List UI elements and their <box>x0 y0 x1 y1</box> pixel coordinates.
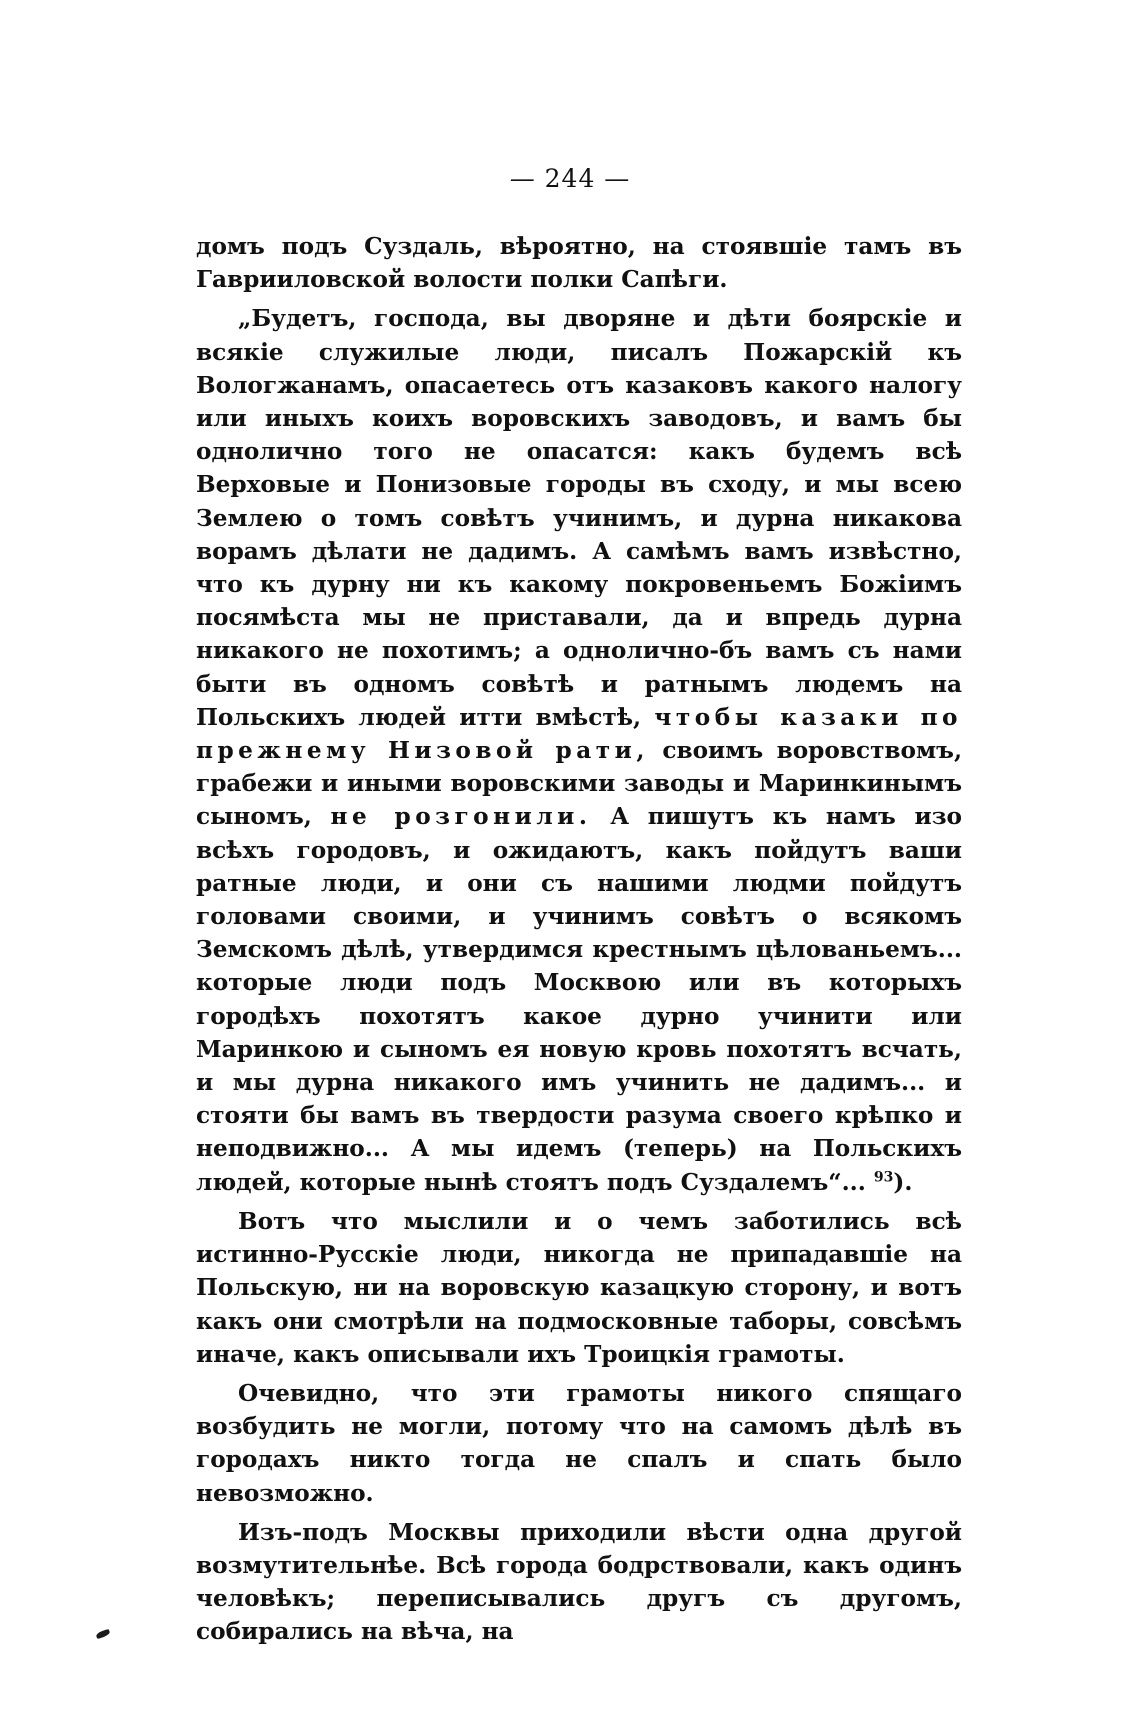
ink-smudge-mark <box>95 1629 110 1639</box>
footnote-marker: 93 <box>873 1168 894 1185</box>
paragraph-3: Вотъ что мыслили и о чемъ заботились всѣ истинно-Русскіе люди, никогда не припадавшіе на Польскую, ни на воровскую казацкую сторону, и вотъ какъ они смотрѣли на подмосковные таборы, совсѣмъ иначе, какъ описывали ихъ Троицкія грамоты. <box>196 1207 962 1368</box>
quote-text-part-2: своимъ воровствомъ, грабежи и иными воровскими заводы и Маринкинымъ сыномъ, <box>196 737 963 831</box>
spaced-emphasis-1: чтобы казаки по прежнему Низовой рати, <box>196 703 963 765</box>
quote-text-part-1: „Будетъ, господа, вы дворяне и дѣти боярскіе и всякіе служилые люди, писалъ Пожарскій къ Вологжанамъ, опасаетесь отъ казаковъ какого налогу или иныхъ коихъ воровскихъ заводовъ, и вамъ бы однолично того не опасатся: какъ будемъ всѣ Верховые и Понизовые городы въ сходу, и мы всею Землею о томъ совѣтъ учинимъ, и дурна никакова ворамъ дѣлати не дадимъ. А самѣмъ вамъ извѣстно, что къ дурну ни къ какому покровеньемъ Божіимъ посямѣста мы не приставали, да и впредь дурна никакого не похотимъ; а однолично-бъ вамъ съ нами быти въ одномъ совѣтѣ и ратнымъ людемъ на Польскихъ людей итти вмѣстѣ, <box>196 305 962 731</box>
quote-end: ). <box>893 1168 913 1196</box>
page-number: — 244 — <box>509 164 631 193</box>
paragraph-5: Изъ-подъ Москвы приходили вѣсти одна другой возмутительнѣе. Всѣ города бодрствовали, какъ одинъ человѣкъ; переписывались другъ съ другомъ, собирались на вѣча, на <box>196 1518 962 1646</box>
quote-text-part-3: А пишутъ къ намъ изо всѣхъ городовъ, и ожидаютъ, какъ пойдутъ ваши ратные люди, и они съ нашими людми пойдутъ головами своими, и учинимъ совѣтъ о всякомъ Земскомъ дѣлѣ, утвердимся крестнымъ цѣлованьемъ... которые люди подъ Москвою или въ которыхъ городѣхъ похотятъ какое дурно учинити или Маринкою и сыномъ ея новую кровь похотятъ всчать, и мы дурна никакого имъ учинить не дадимъ... и стояти бы вамъ въ твердости разума своего крѣпко и неподвижно... А мы идемъ (теперь) на Польскихъ людей, которые нынѣ стоятъ подъ Суздалемъ“... <box>196 803 962 1196</box>
paragraph-4: Очевидно, что эти грамоты никого спящаго возбудить не могли, потому что на самомъ дѣлѣ въ городахъ никто тогда не спалъ и спать было невозможно. <box>196 1379 962 1507</box>
body-text <box>196 230 962 1649</box>
spaced-emphasis-2: не розгонили. <box>330 803 592 831</box>
paragraph-2-quote <box>196 302 962 1198</box>
paragraph-1: домъ подъ Суздаль, вѣроятно, на стоявшіе тамъ въ Гаврииловской волости полки Сапѣги. <box>196 233 962 294</box>
